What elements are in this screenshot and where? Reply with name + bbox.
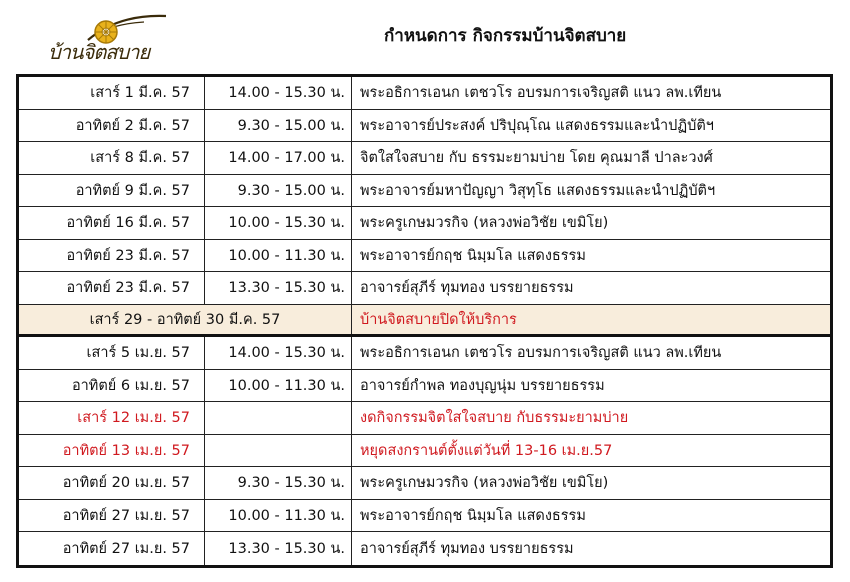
activity-cell: พระอธิการเอนก เตชวโร อบรมการเจริญสติ แนว ลพ.เทียน	[360, 345, 722, 362]
table-row	[19, 110, 830, 143]
date-cell: อาทิตย์ 27 เม.ย. 57	[19, 500, 205, 532]
time-cell: 10.00 - 11.30 น.	[205, 240, 352, 272]
activity-cell: อาจารย์กำพล ทองบุญนุ่ม บรรยายธรรม	[360, 377, 605, 394]
activity-cell: พระครูเกษมวรกิจ (หลวงพ่อวิชัย เขมิโย)	[360, 475, 609, 492]
logo-text: บ้านจิตสบาย	[48, 40, 150, 64]
activity-cell: บ้านจิตสบายปิดให้บริการ	[360, 311, 517, 328]
table-row	[19, 175, 830, 208]
time-cell: 9.30 - 15.00 น.	[205, 175, 352, 207]
page-title: กำหนดการ กิจกรรมบ้านจิตสบาย	[384, 26, 627, 46]
date-cell: อาทิตย์ 23 มี.ค. 57	[19, 272, 205, 304]
activity-cell: อาจารย์สุภีร์ ทุมทอง บรรยายธรรม	[360, 280, 574, 297]
date-cell: อาทิตย์ 6 เม.ย. 57	[19, 370, 205, 402]
activity-cell: พระครูเกษมวรกิจ (หลวงพ่อวิชัย เขมิโย)	[360, 215, 609, 232]
date-cell: อาทิตย์ 9 มี.ค. 57	[19, 175, 205, 207]
time-cell: 14.00 - 17.00 น.	[205, 142, 352, 174]
date-cell: อาทิตย์ 13 เม.ย. 57	[19, 435, 205, 467]
logo	[48, 10, 178, 70]
date-cell: อาทิตย์ 16 มี.ค. 57	[19, 207, 205, 239]
activity-cell: อาจารย์สุภีร์ ทุมทอง บรรยายธรรม	[360, 540, 574, 557]
time-cell: 10.00 - 15.30 น.	[205, 207, 352, 239]
date-cell: เสาร์ 8 มี.ค. 57	[19, 142, 205, 174]
table-row	[19, 142, 830, 175]
activity-cell: พระอธิการเอนก เตชวโร อบรมการเจริญสติ แนว ลพ.เทียน	[360, 85, 722, 102]
date-cell: อาทิตย์ 20 เม.ย. 57	[19, 467, 205, 499]
time-cell: 9.30 - 15.00 น.	[205, 110, 352, 142]
table-row	[19, 435, 830, 468]
date-cell: อาทิตย์ 23 มี.ค. 57	[19, 240, 205, 272]
table-row	[19, 240, 830, 273]
time-cell: 14.00 - 15.30 น.	[205, 337, 352, 369]
table-row	[19, 272, 830, 305]
table-row	[19, 467, 830, 500]
schedule-table	[16, 74, 833, 568]
activity-cell: พระอาจารย์มหาปัญญา วิสุทฺโธ แสดงธรรมและนำปฏิบัติฯ	[360, 182, 716, 199]
table-row	[19, 532, 830, 565]
date-range-cell: เสาร์ 29 - อาทิตย์ 30 มี.ค. 57	[19, 305, 352, 335]
time-cell: 10.00 - 11.30 น.	[205, 500, 352, 532]
date-cell: เสาร์ 12 เม.ย. 57	[19, 402, 205, 434]
time-cell: 9.30 - 15.30 น.	[205, 467, 352, 499]
table-row	[19, 207, 830, 240]
date-cell: อาทิตย์ 2 มี.ค. 57	[19, 110, 205, 142]
time-cell: 10.00 - 11.30 น.	[205, 370, 352, 402]
date-cell: อาทิตย์ 27 เม.ย. 57	[19, 532, 205, 565]
date-cell: เสาร์ 5 เม.ย. 57	[19, 337, 205, 369]
time-cell: 13.30 - 15.30 น.	[205, 532, 352, 565]
table-row	[19, 402, 830, 435]
date-cell: เสาร์ 1 มี.ค. 57	[19, 77, 205, 109]
table-row	[19, 337, 830, 370]
time-cell	[205, 435, 352, 467]
activity-cell: จิตใสใจสบาย กับ ธรรมะยามบ่าย โดย คุณมาลี ปาละวงศ์	[360, 150, 713, 167]
table-row	[19, 305, 830, 338]
activity-cell: พระอาจารย์ประสงค์ ปริปุณฺโณ แสดงธรรมและนำปฏิบัติฯ	[360, 117, 714, 134]
table-row	[19, 500, 830, 533]
activity-cell: งดกิจกรรมจิตใสใจสบาย กับธรรมะยามบ่าย	[360, 410, 629, 427]
activity-cell: พระอาจารย์กฤช นิมฺมโล แสดงธรรม	[360, 507, 586, 524]
time-cell	[205, 402, 352, 434]
activity-cell: หยุดสงกรานต์ตั้งแต่วันที่ 13-16 เม.ย.57	[360, 442, 613, 459]
time-cell: 14.00 - 15.30 น.	[205, 77, 352, 109]
table-row	[19, 370, 830, 403]
time-cell: 13.30 - 15.30 น.	[205, 272, 352, 304]
activity-cell: พระอาจารย์กฤช นิมฺมโล แสดงธรรม	[360, 247, 586, 264]
table-row	[19, 77, 830, 110]
